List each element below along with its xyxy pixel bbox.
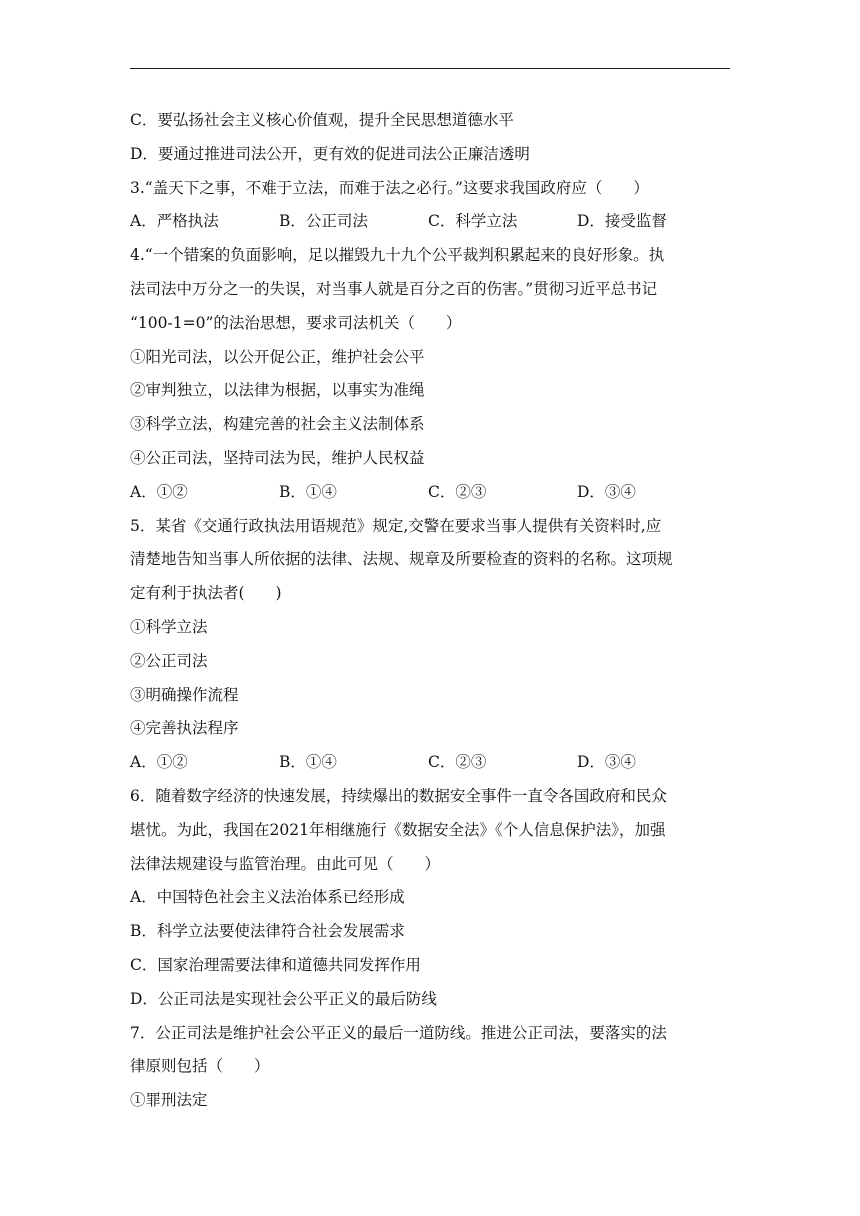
- q4-item-1: ①阳光司法，以公开促公正，维护社会公平: [130, 347, 425, 366]
- q3-stem-line: 3.“盖天下之事，不难于立法，而难于法之必行。”这要求我国政府应（ ）: [130, 178, 649, 197]
- header-rule: [130, 68, 730, 69]
- q5-stem-line: 定有利于执法者( ): [130, 584, 282, 603]
- page-content: [130, 104, 740, 1118]
- question-5: [130, 510, 740, 780]
- q4-stem-line: “100-1=0”的法治思想，要求司法机关（ ）: [130, 313, 462, 332]
- q5-stem-line: 清楚地告知当事人所依据的法律、法规、规章及所要检查的资料的名称。这项规: [130, 550, 673, 569]
- q5-item-1: ①科学立法: [130, 617, 208, 636]
- q7-item-1: ①罪刑法定: [130, 1091, 208, 1110]
- q5-item-4: ④完善执法程序: [130, 719, 239, 738]
- q4-option-d: D．③④: [577, 482, 636, 501]
- q6-option-b: B．科学立法要使法律符合社会发展需求: [130, 922, 405, 941]
- q2-option-c: C．要弘扬社会主义核心价值观，提升全民思想道德水平: [130, 111, 514, 129]
- q5-option-d: D．③④: [577, 753, 636, 772]
- q6-option-d: D．公正司法是实现社会公平正义的最后防线: [130, 989, 437, 1008]
- q2-option-d: D．要通过推进司法公开，更有效的促进司法公正廉洁透明: [130, 144, 530, 163]
- q4-option-a: A．①②: [130, 482, 188, 501]
- q3-option-b: B．公正司法: [279, 212, 368, 231]
- q6-option-a: A．中国特色社会主义法治体系已经形成: [130, 888, 405, 907]
- question-4: [130, 239, 740, 509]
- q7-stem-line: 7．公正司法是维护社会公平正义的最后一道防线。推进公正司法，要落实的法: [130, 1023, 667, 1042]
- q4-option-b: B．①④: [279, 482, 337, 501]
- question-2-tail: [130, 104, 740, 172]
- q3-option-c: C．科学立法: [428, 212, 518, 231]
- q5-option-a: A．①②: [130, 753, 188, 772]
- q6-option-c: C．国家治理需要法律和道德共同发挥作用: [130, 955, 421, 974]
- q5-item-3: ③明确操作流程: [130, 685, 239, 704]
- q4-item-2: ②审判独立，以法律为根据，以事实为准绳: [130, 381, 425, 400]
- q4-stem-line: 4.“一个错案的负面影响，足以摧毁九十九个公平裁判积累起来的良好形象。执: [130, 246, 665, 265]
- q3-option-a: A．严格执法: [130, 212, 219, 231]
- q6-stem-line: 法律法规建设与监管治理。由此可见（ ）: [130, 854, 441, 873]
- q5-option-c: C．②③: [428, 753, 487, 772]
- q4-item-4: ④公正司法，坚持司法为民，维护人民权益: [130, 448, 425, 467]
- q5-options: [130, 746, 740, 780]
- q4-options: [130, 476, 740, 510]
- q4-option-c: C．②③: [428, 482, 487, 501]
- q5-option-b: B．①④: [279, 753, 337, 772]
- q3-options: [130, 205, 740, 239]
- q4-stem-line: 法司法中万分之一的失误，对当事人就是百分之百的伤害。”贯彻习近平总书记: [130, 279, 658, 298]
- q6-stem-line: 6．随着数字经济的快速发展，持续爆出的数据安全事件一直令各国政府和民众: [130, 786, 667, 805]
- q4-item-3: ③科学立法，构建完善的社会主义法制体系: [130, 415, 425, 434]
- q7-stem-line: 律原则包括（ ）: [130, 1057, 270, 1076]
- question-7: [130, 1017, 740, 1118]
- question-6: [130, 780, 740, 1017]
- q5-stem-line: 5．某省《交通行政执法用语规范》规定,交警在要求当事人提供有关资料时,应: [130, 516, 662, 535]
- question-3: [130, 172, 740, 240]
- q5-item-2: ②公正司法: [130, 651, 208, 670]
- q6-stem-line: 堪忧。为此，我国在2021年相继施行《数据安全法》《个人信息保护法》，加强: [130, 820, 666, 839]
- q3-option-d: D．接受监督: [577, 212, 667, 231]
